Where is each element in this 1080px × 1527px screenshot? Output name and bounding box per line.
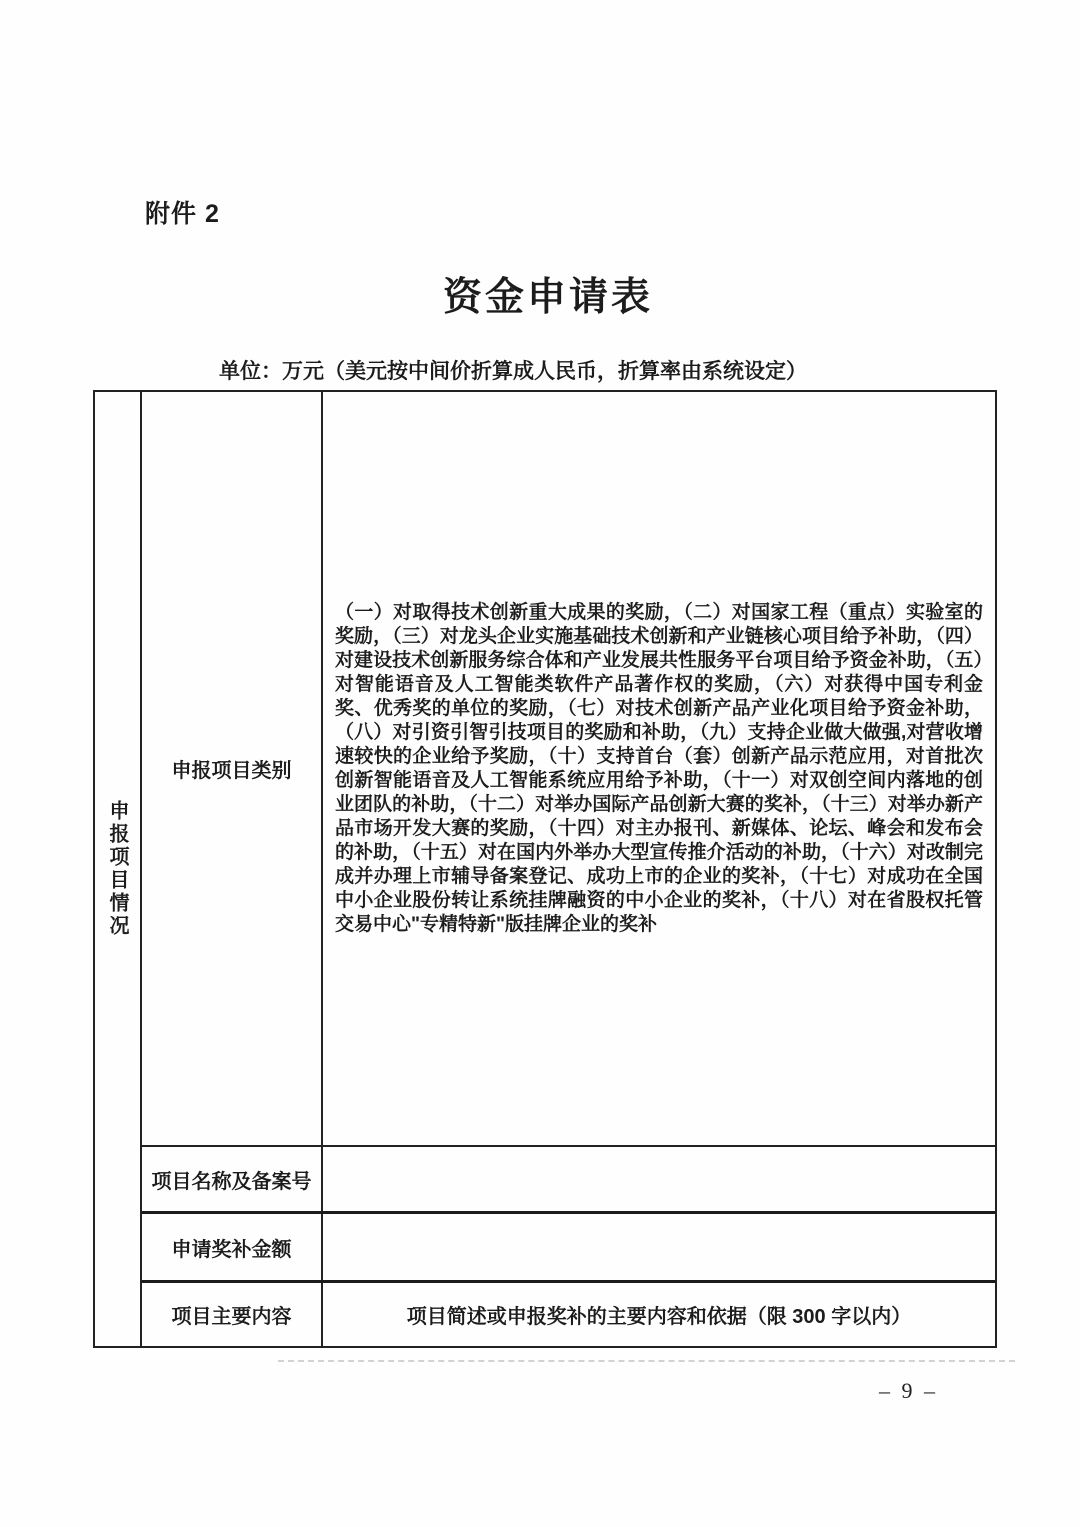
group-label-vertical-text: 申报项目情况: [106, 800, 128, 938]
table-row-project-name: [142, 1147, 995, 1214]
project-category-text: （一）对取得技术创新重大成果的奖励，（二）对国家工程（重点）实验室的奖励，（三）对龙头企业实施基础技术创新和产业链核心项目给予补助，（四）对建设技术创新服务综合体和产业发展共性服务平台项目给予资金补助，（五）对智能语音及人工智能类软件产品著作权的奖励，（六）对获得中国专利金奖、优秀奖的单位的奖励，（七）对技术创新产品产业化项目给予资金补助，（八）对引资引智引技项目的奖励和补助，（九）支持企业做大做强,对营收增速较快的企业给予奖励，（十）支持首台（套）创新产品示范应用，对首批次创新智能语音及人工智能系统应用给予补助，（十一）对双创空间内落地的创业团队的补助，（十二）对举办国际产品创新大赛的奖补，（十三）对举办新产品市场开发大赛的奖励，（十四）对主办报刊、新媒体、论坛、峰会和发布会的补助，（十五）对在国内外举办大型宣传推介活动的补助，（十六）对改制完成并办理上市辅导备案登记、成功上市的企业的奖补，（十七）对成功在全国中小企业股份转让系统挂牌融资的中小企业的奖补，（十八）对在省股权托管交易中心"专精特新"版挂牌企业的奖补: [335, 601, 983, 935]
unit-note: 单位：万元（美元按中间价折算成人民币，折算率由系统设定）: [219, 360, 807, 383]
project-summary-hint-text: 项目简述或申报奖补的主要内容和依据（限 300 字以内）: [406, 1306, 912, 1328]
application-form-table: [93, 390, 997, 1348]
table-row-project-summary: [142, 1283, 995, 1346]
scan-artifact-dashed-line: [278, 1360, 1015, 1362]
table-row-project-category: [142, 392, 995, 1147]
table-row-requested-amount: [142, 1214, 995, 1283]
cell-project-summary-content: [323, 1283, 995, 1346]
attachment-label: 附件 2: [145, 200, 220, 228]
group-cell-application-project-info: [95, 392, 142, 1346]
table-rows: [142, 392, 995, 1346]
page-number: – 9 –: [879, 1378, 938, 1403]
row-label-project-summary: 项目主要内容: [142, 1283, 323, 1346]
row-label-project-category: 申报项目类别: [142, 392, 323, 1145]
cell-project-category-content: [323, 392, 995, 1145]
page-title: 资金申请表: [443, 276, 654, 319]
cell-requested-amount-empty: [323, 1214, 995, 1280]
row-label-requested-amount: 申请奖补金额: [142, 1214, 323, 1280]
row-label-project-name: 项目名称及备案号: [142, 1147, 323, 1211]
cell-project-name-empty: [323, 1147, 995, 1211]
